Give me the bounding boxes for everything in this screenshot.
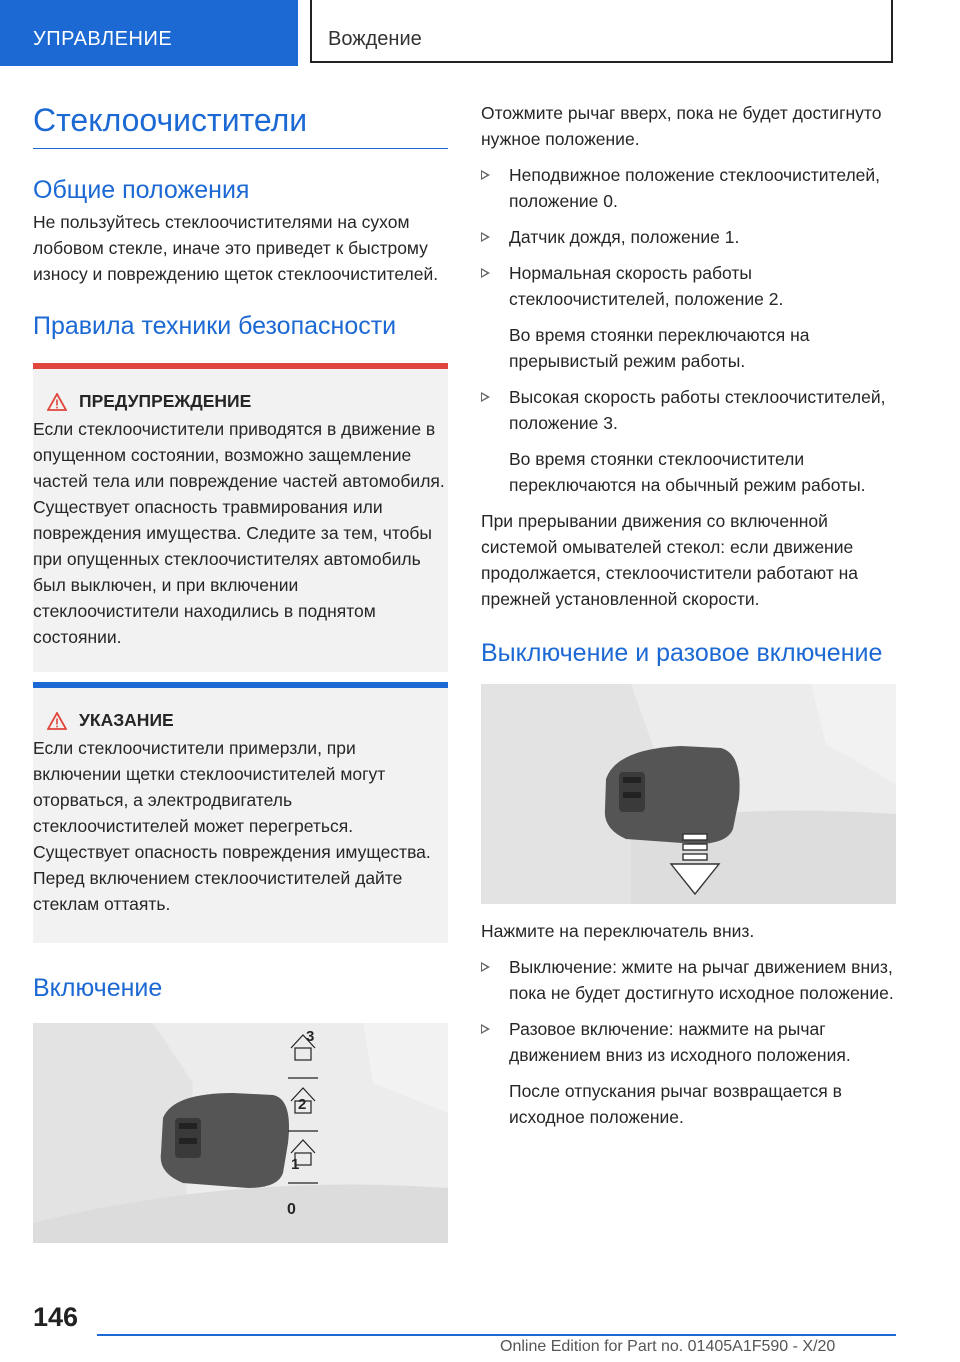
interruption-text: При прерывании движения со включенной системой омывателей стекол: если движение продолжается, стеклоочистители работают на прежней установленной скорости. bbox=[481, 511, 858, 609]
warning-icon bbox=[47, 393, 67, 411]
page-title: Стеклоочистители bbox=[33, 100, 448, 149]
warning-box bbox=[33, 363, 448, 672]
safety-heading: Правила техники безопасности bbox=[33, 312, 397, 340]
bullet-triangle-icon bbox=[481, 232, 490, 242]
left-column bbox=[33, 100, 448, 1243]
lever-up-text: Отожмите рычаг вверх, пока не будет достигнуто нужное положение. bbox=[481, 103, 882, 149]
position-label-0: 0 bbox=[287, 1201, 296, 1218]
warning-label: ПРЕДУПРЕЖДЕНИЕ bbox=[79, 391, 252, 411]
list-item: Высокая скорость работы стеклоочистителей, положение 3. bbox=[481, 384, 896, 436]
bullet-triangle-icon bbox=[481, 170, 490, 180]
switch-on-figure bbox=[33, 1023, 448, 1243]
wiper-lever-down-illustration bbox=[481, 684, 896, 904]
bullet-triangle-icon bbox=[481, 392, 490, 402]
press-down-caption: Нажмите на переключатель вниз. bbox=[481, 921, 755, 941]
position-label-3: 3 bbox=[306, 1028, 315, 1045]
notice-box bbox=[33, 682, 448, 943]
right-column bbox=[481, 100, 896, 1130]
notice-label: УКАЗАНИЕ bbox=[79, 710, 174, 730]
list-item: Разовое включение: нажмите на рычаг движением вниз из исходного положения. bbox=[481, 1016, 896, 1068]
edition-text: Online Edition for Part no. 01405A1F590 - X/20 bbox=[500, 1338, 836, 1355]
list-item-note: Во время стоянки переключаются на прерывистый режим работы. bbox=[509, 325, 810, 371]
position-label-2: 2 bbox=[298, 1096, 307, 1113]
list-item: Нормальная скорость работы стеклоочистителей, положение 2. bbox=[481, 260, 896, 312]
list-item: Неподвижное положение стеклоочистителей, положение 0. bbox=[481, 162, 896, 214]
notice-text: Если стеклоочистители примерзли, при включении щетки стеклоочистителей могут оторваться, а электродвигатель стеклоочистителей может перегреться. Существует опасность повреждения имущества. Перед включением стеклоочистителей дайте стеклам оттаять. bbox=[33, 738, 431, 914]
switch-off-figure bbox=[481, 684, 896, 904]
list-item: Выключение: жмите на рычаг движением вниз, пока не будет достигнуто исходное положение. bbox=[481, 954, 896, 1006]
bullet-triangle-icon bbox=[481, 962, 490, 972]
chapter-tab bbox=[310, 0, 893, 63]
general-heading: Общие положения bbox=[33, 176, 250, 204]
list-item: Датчик дождя, положение 1. bbox=[481, 224, 896, 250]
switch-on-heading: Включение bbox=[33, 974, 163, 1002]
page-number: 146 bbox=[33, 1302, 79, 1332]
list-item-note: Во время стоянки стеклоочистители переключаются на обычный режим работы. bbox=[509, 449, 866, 495]
notice-icon bbox=[47, 712, 67, 730]
wiper-lever-illustration bbox=[33, 1023, 448, 1243]
section-tab bbox=[0, 0, 298, 66]
footer-divider bbox=[97, 1334, 896, 1336]
bullet-triangle-icon bbox=[481, 268, 490, 278]
bullet-triangle-icon bbox=[481, 1024, 490, 1034]
position-label-1: 1 bbox=[291, 1156, 300, 1173]
section-label: УПРАВЛЕНИЕ bbox=[33, 28, 173, 50]
chapter-label: Вождение bbox=[328, 28, 422, 50]
off-heading: Выключение и разовое включение bbox=[481, 639, 883, 667]
list-item-note: После отпускания рычаг возвращается в исходное положение. bbox=[509, 1081, 842, 1127]
general-text: Не пользуйтесь стеклоочистителями на сухом лобовом стекле, иначе это приведет к быстрому износу и повреждению щеток стеклоочистителей. bbox=[33, 212, 439, 284]
warning-text: Если стеклоочистители приводятся в движение в опущенном состоянии, возможно защемление частей тела или повреждение частей автомобиля. Существует опасность травмирования или повреждения имущества. Следите за тем, чтобы при опущенных стеклоочистителях автомобиль был выключен, и при включении стеклоочистители находились в поднятом состоянии. bbox=[33, 419, 445, 647]
